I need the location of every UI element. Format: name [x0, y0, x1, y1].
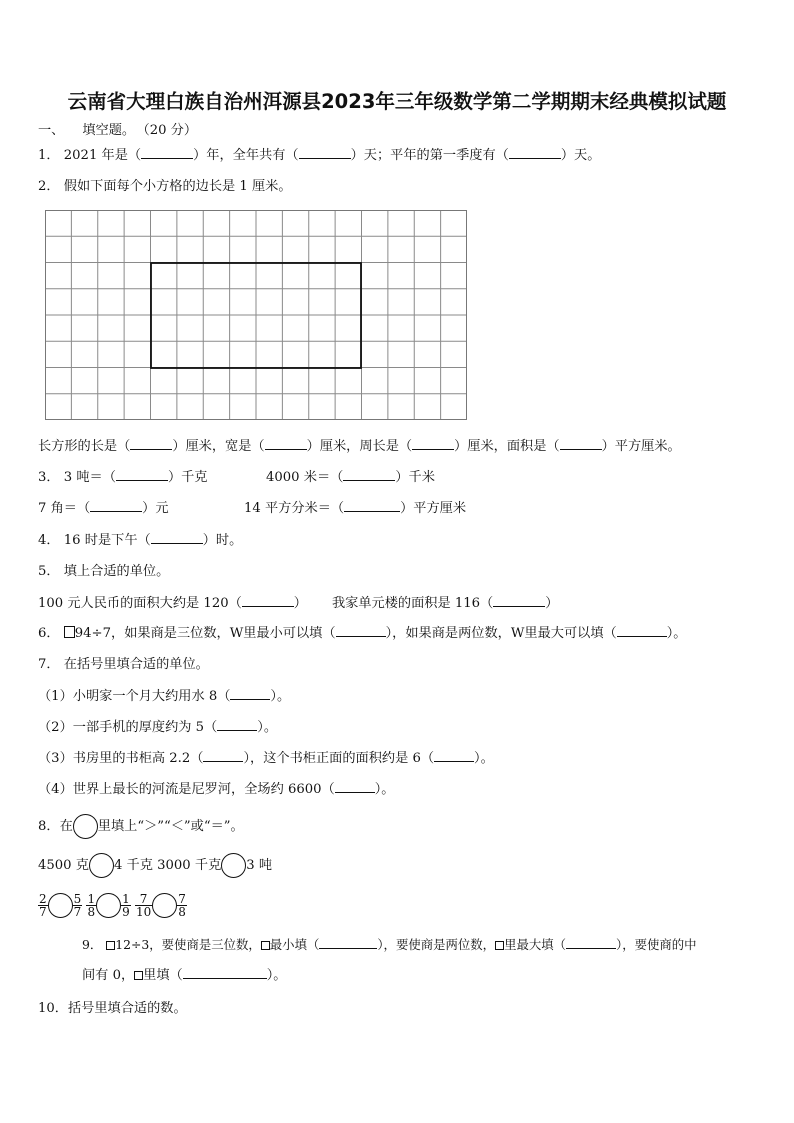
compare-circle[interactable]	[152, 893, 177, 918]
question-9	[82, 936, 697, 954]
question-number: 8．	[38, 819, 60, 834]
question-text: 里填（	[143, 968, 183, 983]
fraction: $\frac{2}{7}$	[39, 892, 47, 919]
question-3-row2b	[244, 499, 466, 518]
compare-circle[interactable]	[48, 893, 73, 918]
question-text: 在括号里填合适的单位。	[63, 657, 209, 672]
question-number: 5．	[38, 564, 60, 579]
question-7-item-2	[38, 718, 277, 737]
question-1	[38, 146, 600, 165]
question-3-row1	[38, 468, 208, 487]
square-grid-figure	[45, 210, 467, 420]
question-6	[38, 624, 686, 643]
question-number: 4．	[38, 533, 60, 548]
question-7-item-1	[38, 687, 290, 706]
grid-lines	[45, 210, 467, 420]
question-5	[38, 563, 169, 581]
question-text: ）元	[142, 501, 169, 516]
question-text: ）。	[257, 720, 278, 735]
section-number: 一、	[38, 123, 65, 138]
question-number: 6．	[38, 626, 60, 641]
question-text: 94÷7，如果商是三位数，W里最小可以填（	[74, 626, 336, 641]
fraction: $\frac{7}{8}$	[178, 892, 186, 919]
question-text: 4 千克	[113, 858, 153, 873]
question-text: 我家单元楼的面积是 116（	[332, 596, 494, 611]
question-text: ）。	[666, 626, 687, 641]
question-text: ）	[545, 596, 559, 611]
answer-blank[interactable]	[265, 437, 307, 450]
answer-blank[interactable]	[344, 499, 400, 512]
question-text: ）。	[270, 689, 291, 704]
answer-blank[interactable]	[217, 718, 257, 731]
answer-blank[interactable]	[493, 594, 545, 607]
square-box-icon	[134, 971, 143, 980]
question-text: 4500 克	[38, 858, 89, 873]
question-text: 假如下面每个小方格的边长是 1 厘米。	[63, 179, 292, 194]
question-text: ）。	[266, 968, 287, 983]
question-text: ）。	[374, 782, 395, 797]
answer-blank[interactable]	[319, 936, 377, 949]
question-text: 最小填（	[269, 937, 320, 952]
question-text: ）平方厘米。	[601, 439, 681, 454]
question-text: 长方形的长是（	[38, 439, 131, 454]
question-text: 14 平方分米＝（	[244, 501, 345, 516]
answer-blank[interactable]	[230, 687, 270, 700]
answer-blank[interactable]	[566, 936, 616, 949]
question-number: 2．	[38, 179, 60, 194]
question-8	[38, 814, 244, 839]
question-text: ）时。	[202, 533, 243, 548]
question-number: 9．	[82, 937, 103, 952]
compare-circle[interactable]	[96, 893, 121, 918]
page-title: 云南省大理白族自治州洱源县2023年三年级数学第二学期期末经典模拟试题	[67, 90, 727, 113]
answer-blank[interactable]	[299, 146, 351, 159]
answer-blank[interactable]	[183, 966, 267, 979]
question-text: 100 元人民币的面积大约是 120（	[38, 596, 242, 611]
question-text: （4）世界上最长的河流是尼罗河，全场约 6600（	[38, 782, 335, 797]
question-3-row1b	[266, 468, 435, 487]
answer-blank[interactable]	[242, 594, 294, 607]
question-text: ）平方厘米	[400, 501, 467, 516]
question-text: ）天。	[560, 148, 601, 163]
question-text: ），如果商是两位数，W里最大可以填（	[385, 626, 617, 641]
question-text: ）千米	[395, 470, 435, 485]
question-number: 10．	[38, 1001, 68, 1016]
section-label: 填空题。	[82, 123, 136, 138]
question-text: 7 角＝（	[38, 501, 91, 516]
question-text: （1）小明家一个月大约用水 8（	[38, 689, 231, 704]
answer-blank[interactable]	[335, 780, 375, 793]
question-text: ），要使商是两位数，	[377, 937, 496, 952]
question-text: （2）一部手机的厚度约为 5（	[38, 720, 218, 735]
question-text: ）千克	[167, 470, 208, 485]
square-box-icon	[106, 941, 115, 950]
question-text: 16 时是下午（	[63, 533, 151, 548]
question-text: 3 吨	[246, 858, 273, 873]
fraction: $\frac{7}{10}$	[135, 892, 152, 919]
answer-blank[interactable]	[509, 146, 561, 159]
question-7-item-4	[38, 780, 395, 799]
section-heading	[38, 122, 197, 140]
question-text: 在	[59, 819, 73, 834]
question-number: 7．	[38, 657, 60, 672]
compare-circle[interactable]	[221, 853, 246, 878]
square-box-icon	[64, 626, 75, 638]
section-score: （20 分）	[143, 123, 198, 138]
answer-blank[interactable]	[130, 437, 172, 450]
question-8-row1	[38, 853, 272, 878]
question-3-row2	[38, 499, 169, 518]
compare-circle[interactable]	[89, 853, 114, 878]
question-text: 括号里填合适的数。	[67, 1001, 187, 1016]
answer-blank[interactable]	[151, 531, 203, 544]
question-9-line2	[82, 966, 287, 985]
question-text: 2021 年是（	[63, 148, 142, 163]
fraction: $\frac{1}{9}$	[122, 892, 130, 919]
answer-blank[interactable]	[617, 624, 667, 637]
question-text: 里填上“＞”“＜”或“＝”。	[97, 819, 244, 834]
compare-circle[interactable]	[73, 814, 98, 839]
question-number: 3．	[38, 470, 60, 485]
question-text: 3 吨＝（	[63, 470, 116, 485]
question-text: （3）书房里的书柜高 2.2（	[38, 751, 204, 766]
question-text: 3000 千克	[157, 858, 222, 873]
question-text: 间有 0，	[82, 968, 135, 983]
answer-blank[interactable]	[116, 468, 168, 481]
fraction: $\frac{1}{8}$	[87, 892, 96, 919]
answer-blank[interactable]	[434, 749, 474, 762]
question-text: ），要使商的中	[616, 937, 697, 952]
question-text: ）厘米，宽是（	[172, 439, 265, 454]
question-text: 填上合适的单位。	[63, 564, 170, 579]
question-text: ），这个书柜正面的面积约是 6（	[243, 751, 435, 766]
question-8-row2	[38, 893, 187, 918]
square-box-icon	[495, 941, 504, 950]
question-text: ）天；平年的第一季度有（	[350, 148, 509, 163]
answer-blank[interactable]	[412, 437, 454, 450]
question-10	[38, 1000, 187, 1018]
question-text: ）年，全年共有（	[193, 148, 299, 163]
question-number: 1．	[38, 148, 60, 163]
answer-blank[interactable]	[560, 437, 602, 450]
question-7	[38, 656, 209, 674]
fraction: $\frac{5}{7}$	[73, 892, 82, 919]
answer-blank[interactable]	[90, 499, 142, 512]
answer-blank[interactable]	[343, 468, 395, 481]
question-text: 4000 米＝（	[266, 470, 344, 485]
answer-blank[interactable]	[203, 749, 243, 762]
question-4	[38, 531, 242, 550]
answer-blank[interactable]	[336, 624, 386, 637]
question-7-item-3	[38, 749, 494, 768]
question-5-row	[38, 594, 307, 613]
question-5-row-b	[332, 594, 558, 613]
question-text: ）厘米，周长是（	[306, 439, 413, 454]
question-text: 12÷3，要使商是三位数，	[115, 937, 261, 952]
question-2-answers	[38, 437, 681, 456]
question-text: ）厘米，面积是（	[454, 439, 560, 454]
answer-blank[interactable]	[141, 146, 193, 159]
question-text: 里最大填（	[504, 937, 567, 952]
question-text: ）。	[474, 751, 494, 766]
question-2	[38, 178, 292, 196]
question-text: ）	[293, 596, 307, 611]
square-box-icon	[261, 941, 270, 950]
